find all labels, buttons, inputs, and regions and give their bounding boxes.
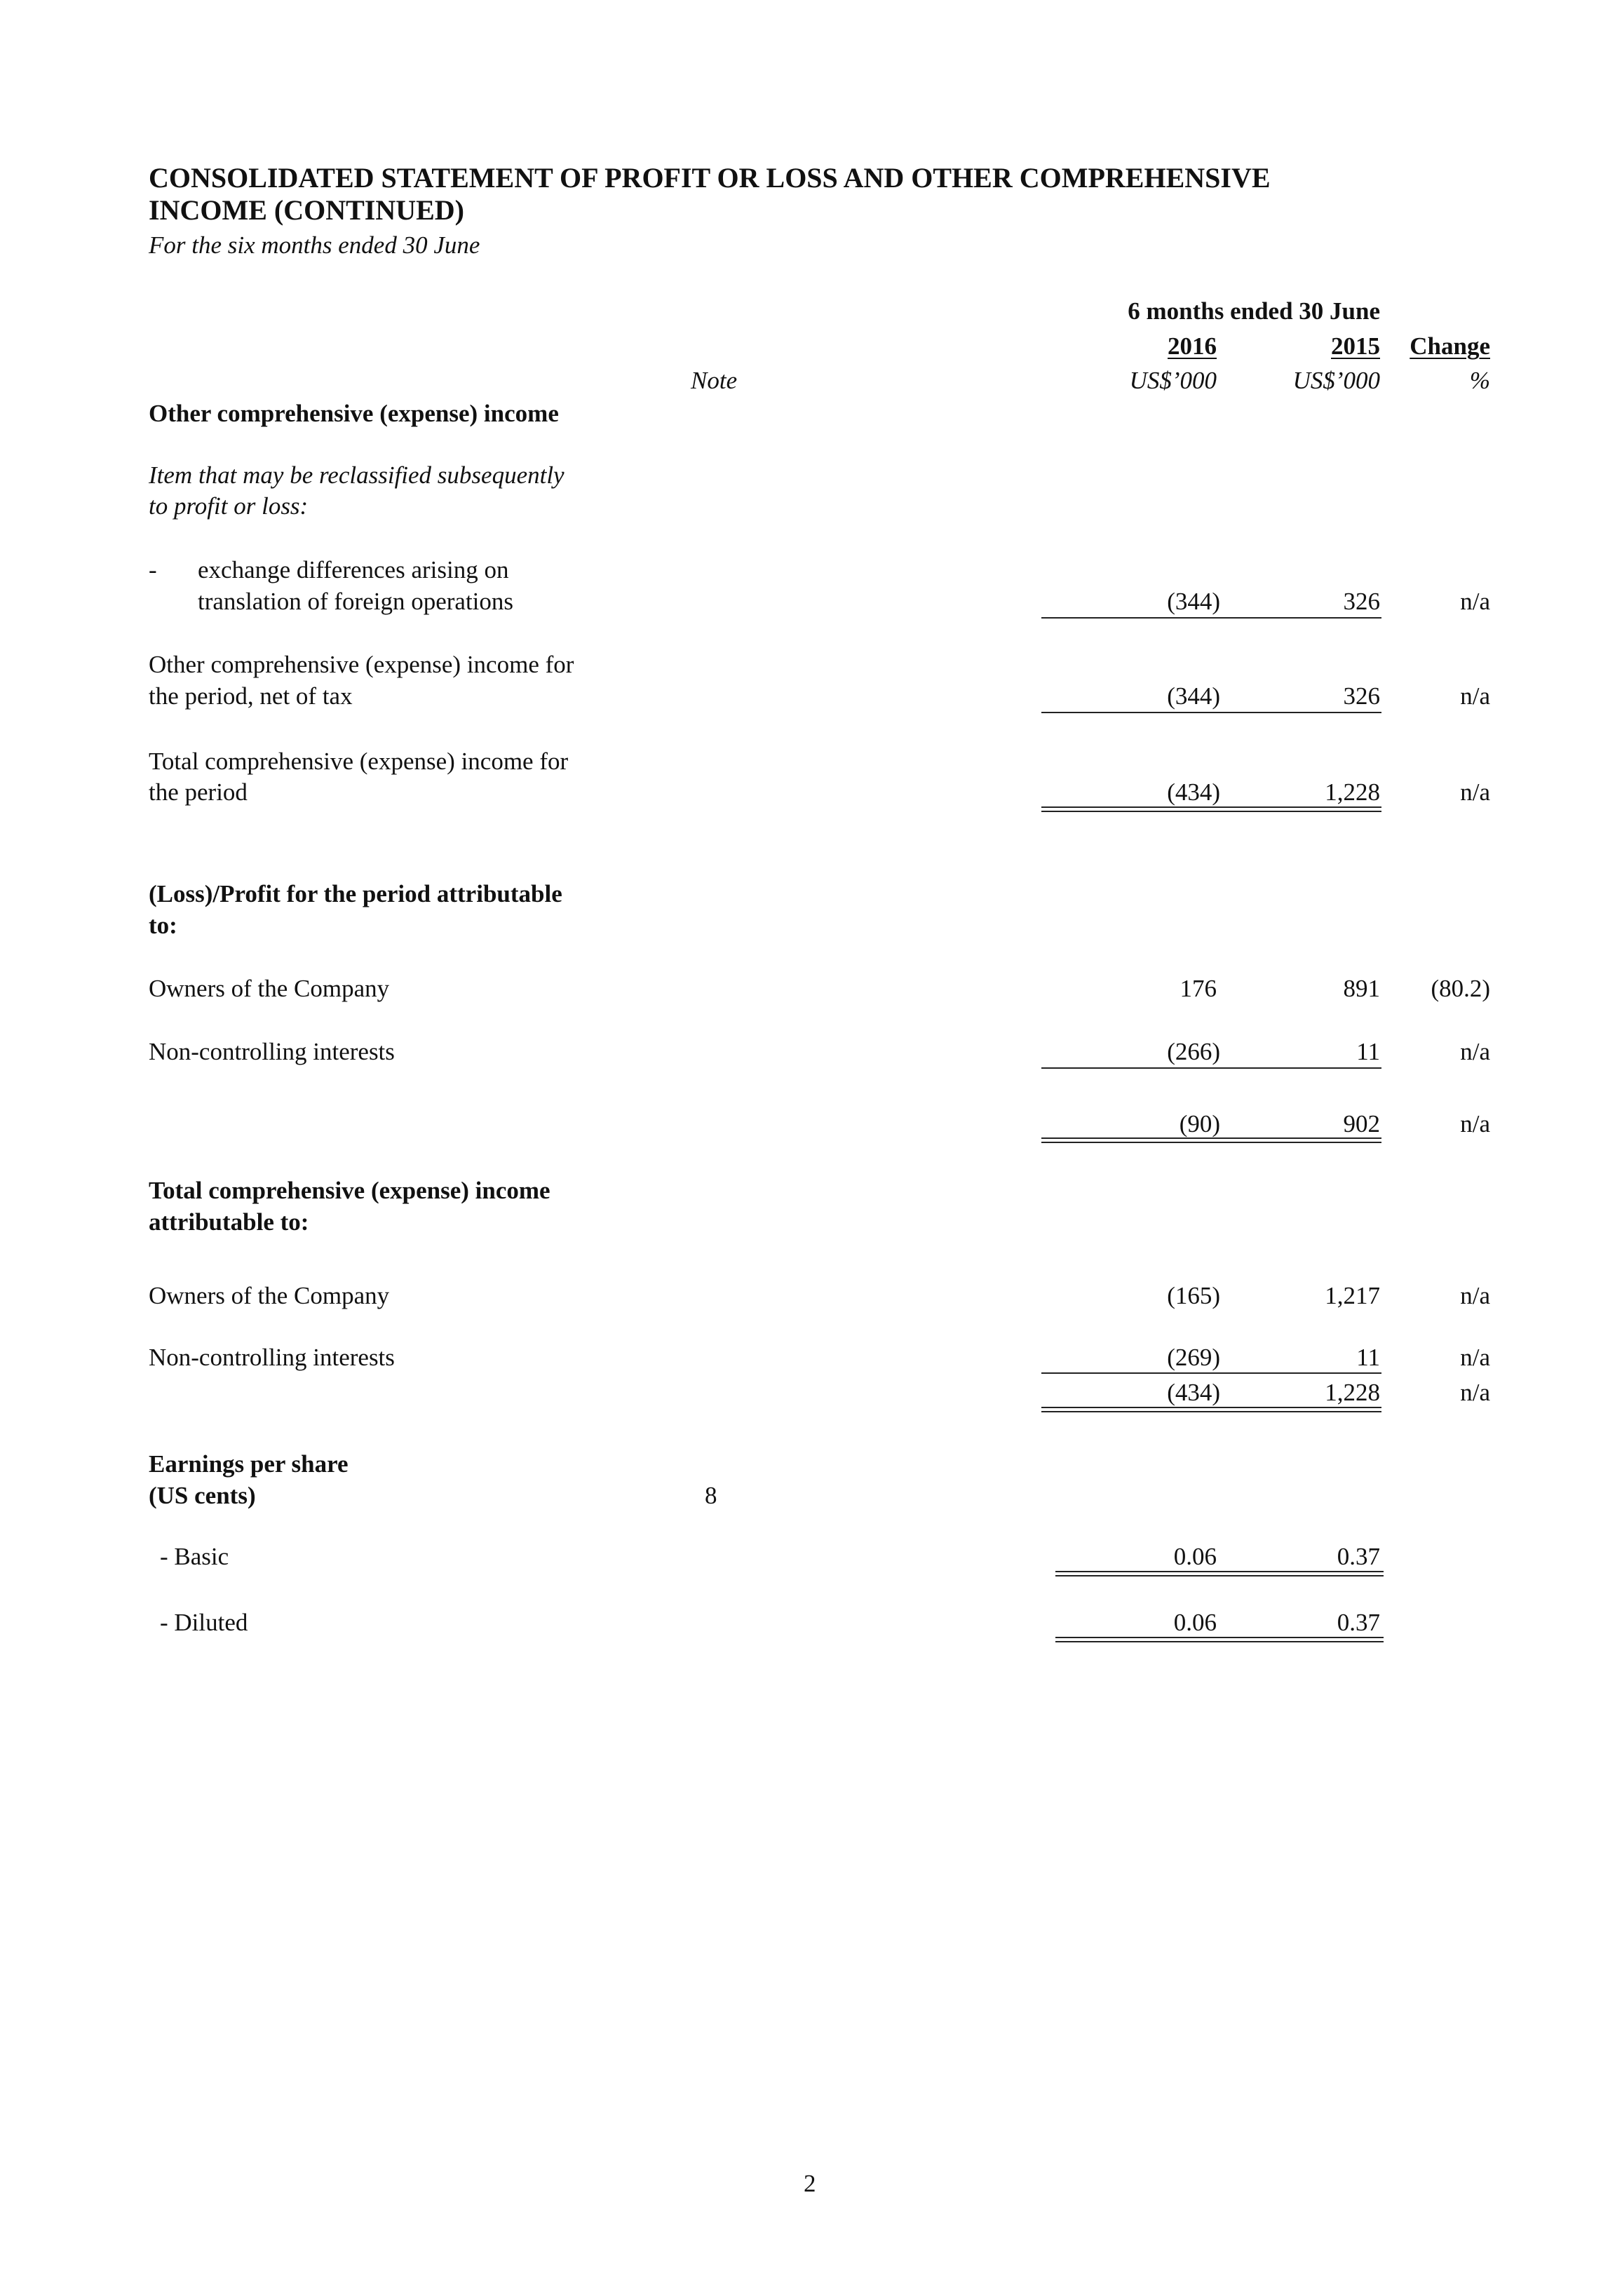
eps-basic-row-value-2015: 0.37 bbox=[1337, 1543, 1380, 1570]
subtotal-rule bbox=[1041, 1067, 1381, 1069]
column-unit-2016: US$’000 bbox=[1129, 367, 1217, 394]
owners-b-row-change: n/a bbox=[1460, 1282, 1490, 1309]
exchange-row-value-2015: 326 bbox=[1343, 588, 1380, 615]
subtotal-rule bbox=[1041, 617, 1381, 619]
owners-b-row-value-2016: (165) bbox=[1167, 1282, 1220, 1309]
eps-heading-line2: (US cents) bbox=[149, 1482, 256, 1509]
nci-a-row-label: Non-controlling interests bbox=[149, 1038, 395, 1065]
exchange-row-change: n/a bbox=[1460, 588, 1490, 615]
oci-net-row-change: n/a bbox=[1460, 682, 1490, 710]
oci-net-row-value-2016: (344) bbox=[1167, 682, 1220, 710]
eps-note-reference: 8 bbox=[705, 1482, 717, 1509]
nci-a-row-change: n/a bbox=[1460, 1038, 1490, 1065]
column-unit-change: % bbox=[1469, 367, 1490, 394]
nci-a-row-value-2015: 11 bbox=[1356, 1038, 1380, 1065]
loss-attr-heading-line2: to: bbox=[149, 912, 177, 939]
owners-b-row-label: Owners of the Company bbox=[149, 1282, 390, 1309]
column-period-header: 6 months ended 30 June bbox=[1128, 297, 1380, 325]
tci-row-label-line2: the period bbox=[149, 778, 248, 806]
tci-row-value-2016: (434) bbox=[1167, 778, 1220, 806]
tci-row-label-line1: Total comprehensive (expense) income for bbox=[149, 748, 569, 775]
owners-a-row-label: Owners of the Company bbox=[149, 975, 390, 1002]
subtotal-rule bbox=[1041, 712, 1381, 713]
reclass-subheading-line1: Item that may be reclassified subsequently bbox=[149, 461, 565, 489]
column-unit-2015: US$’000 bbox=[1292, 367, 1380, 394]
oci-net-row-label-line1: Other comprehensive (expense) income for bbox=[149, 651, 574, 678]
exchange-row-label-line2: translation of foreign operations bbox=[198, 588, 514, 615]
tci-attr-heading-line2: attributable to: bbox=[149, 1208, 309, 1236]
eps-diluted-row-label: - Diluted bbox=[160, 1609, 248, 1636]
nci-b-row-value-2015: 11 bbox=[1356, 1344, 1380, 1371]
total-a-row-value-2015: 902 bbox=[1343, 1110, 1380, 1137]
oci-net-row-label-line2: the period, net of tax bbox=[149, 682, 353, 710]
eps-diluted-row-value-2015: 0.37 bbox=[1337, 1609, 1380, 1636]
owners-a-row-value-2015: 891 bbox=[1343, 975, 1380, 1002]
column-year-2015-header: 2015 bbox=[1331, 332, 1380, 360]
total-double-rule bbox=[1055, 1637, 1384, 1642]
tci-attr-heading-line1: Total comprehensive (expense) income bbox=[149, 1177, 550, 1204]
column-note-header: Note bbox=[691, 367, 738, 394]
reclass-subheading-line2: to profit or loss: bbox=[149, 492, 309, 520]
nci-b-row-change: n/a bbox=[1460, 1344, 1490, 1371]
eps-diluted-row-value-2016: 0.06 bbox=[1173, 1609, 1217, 1636]
nci-b-row-label: Non-controlling interests bbox=[149, 1344, 395, 1371]
total-double-rule bbox=[1055, 1571, 1384, 1576]
oci-net-row-value-2015: 326 bbox=[1343, 682, 1380, 710]
eps-heading-line1: Earnings per share bbox=[149, 1450, 349, 1478]
column-year-2016-header: 2016 bbox=[1168, 332, 1217, 360]
column-change-header: Change bbox=[1410, 332, 1490, 360]
exchange-row-value-2016: (344) bbox=[1167, 588, 1220, 615]
owners-a-row-change: (80.2) bbox=[1431, 975, 1490, 1002]
page-number: 2 bbox=[804, 2170, 816, 2197]
tci-row-value-2015: 1,228 bbox=[1325, 778, 1380, 806]
total-a-row-value-2016: (90) bbox=[1179, 1110, 1220, 1137]
page-title-line1: CONSOLIDATED STATEMENT OF PROFIT OR LOSS AND OTHER COMPREHENSIVE bbox=[149, 162, 1271, 194]
exchange-row-label-line1: exchange differences arising on bbox=[198, 556, 509, 583]
subtotal-rule bbox=[1041, 1372, 1381, 1374]
owners-b-row-value-2015: 1,217 bbox=[1325, 1282, 1380, 1309]
eps-basic-row-value-2016: 0.06 bbox=[1173, 1543, 1217, 1570]
total-double-rule bbox=[1041, 1137, 1381, 1143]
tci-row-change: n/a bbox=[1460, 778, 1490, 806]
total-b-row-value-2015: 1,228 bbox=[1325, 1379, 1380, 1406]
page-subtitle: For the six months ended 30 June bbox=[149, 231, 480, 259]
nci-b-row-value-2016: (269) bbox=[1167, 1344, 1220, 1371]
total-b-row-value-2016: (434) bbox=[1167, 1379, 1220, 1406]
owners-a-row-value-2016: 176 bbox=[1180, 975, 1217, 1002]
loss-attr-heading-line1: (Loss)/Profit for the period attributable bbox=[149, 880, 562, 907]
page-title-line2: INCOME (CONTINUED) bbox=[149, 194, 464, 226]
exchange-row-dash: - bbox=[149, 556, 157, 583]
nci-a-row-value-2016: (266) bbox=[1167, 1038, 1220, 1065]
total-double-rule bbox=[1041, 806, 1381, 812]
total-b-row-change: n/a bbox=[1460, 1379, 1490, 1406]
total-a-row-change: n/a bbox=[1460, 1110, 1490, 1137]
eps-basic-row-label: - Basic bbox=[160, 1543, 229, 1570]
total-double-rule bbox=[1041, 1407, 1381, 1412]
oci-section-heading: Other comprehensive (expense) income bbox=[149, 400, 559, 427]
